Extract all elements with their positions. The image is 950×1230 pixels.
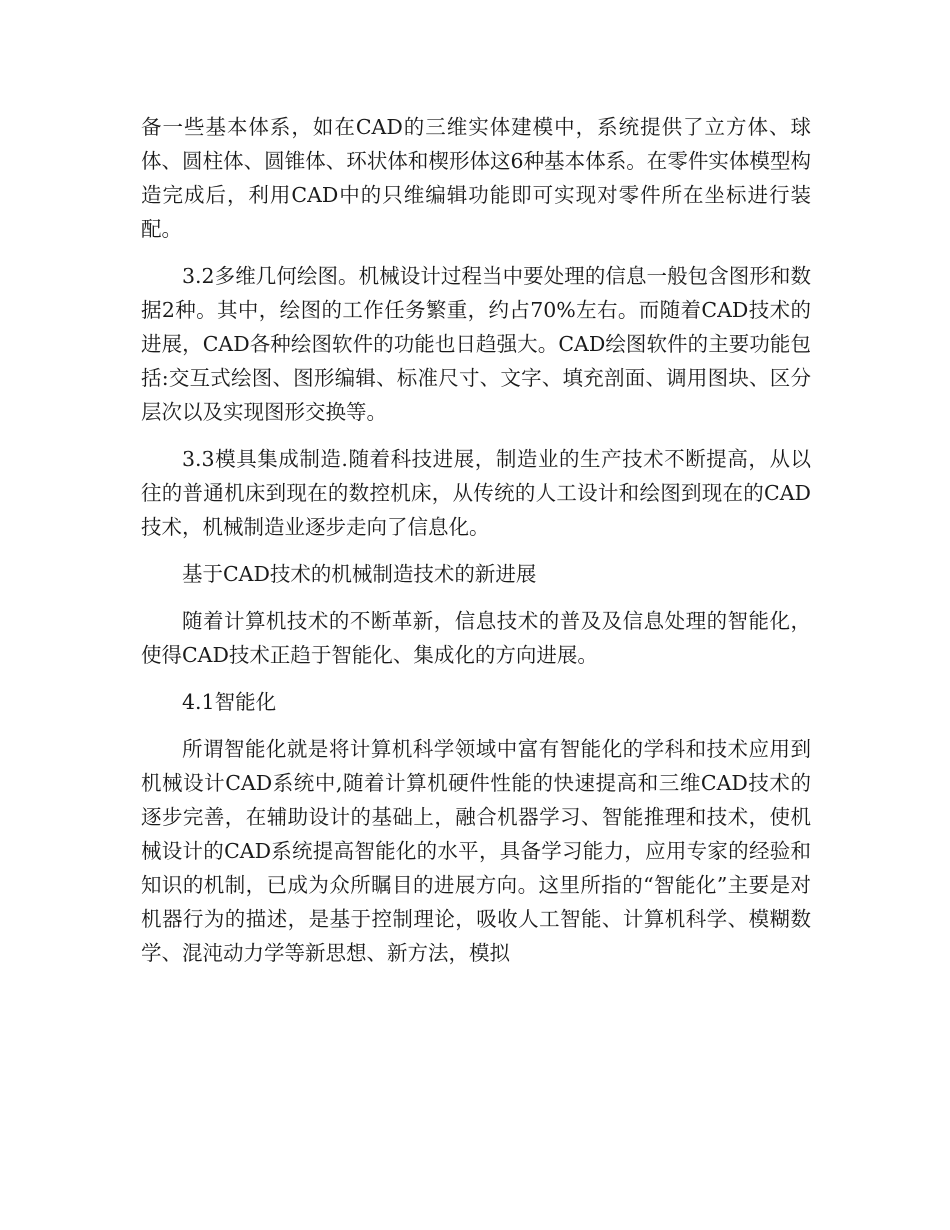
- paragraph-continuation: 备一些基本体系，如在CAD的三维实体建模中，系统提供了立方体、球体、圆柱体、圆锥体、环状体和楔形体这6种基本体系。在零件实体模型构造完成后，利用CAD中的只维编辑功能即可实现对零件所在坐标进行装配。: [141, 115, 811, 241]
- paragraph-section-3-3: 3.3模具集成制造.随着科技进展，制造业的生产技术不断提高，从以往的普通机床到现在的数控机床，从传统的人工设计和绘图到现在的CAD技术，机械制造业逐步走向了信息化。: [141, 447, 811, 539]
- paragraph-intelligence: 所谓智能化就是将计算机科学领域中富有智能化的学科和技术应用到机械设计CAD系统中,随着计算机硬件性能的快速提高和三维CAD技术的逐步完善，在辅助设计的基础上，融合机器学习、智能推理和技术，使机械设计的CAD系统提高智能化的水平，具备学习能力，应用专家的经验和知识的机制，已成为众所瞩目的进展方向。这里所指的“智能化”主要是对机器行为的描述，是基于控制理论，吸收人工智能、计算机科学、模糊数学、混沌动力学等新思想、新方法，模拟: [141, 737, 811, 965]
- paragraph-section-3-2: 3.2多维几何绘图。机械设计过程当中要处理的信息一般包含图形和数据2种。其中，绘图的工作任务繁重，约占70%左右。而随着CAD技术的进展，CAD各种绘图软件的功能也日趋强大。CAD绘图软件的主要功能包括:交互式绘图、图形编辑、标准尺寸、文字、填充剖面、调用图块、区分层次以及实现图形交换等。: [141, 264, 811, 424]
- paragraph-intro-trends: 随着计算机技术的不断革新，信息技术的普及及信息处理的智能化，使得CAD技术正趋于智能化、集成化的方向进展。: [141, 609, 811, 667]
- section-heading-new-progress: 基于CAD技术的机械制造技术的新进展: [182, 562, 537, 586]
- document-body: [141, 110, 811, 983]
- section-heading-4-1: 4.1智能化: [182, 690, 277, 714]
